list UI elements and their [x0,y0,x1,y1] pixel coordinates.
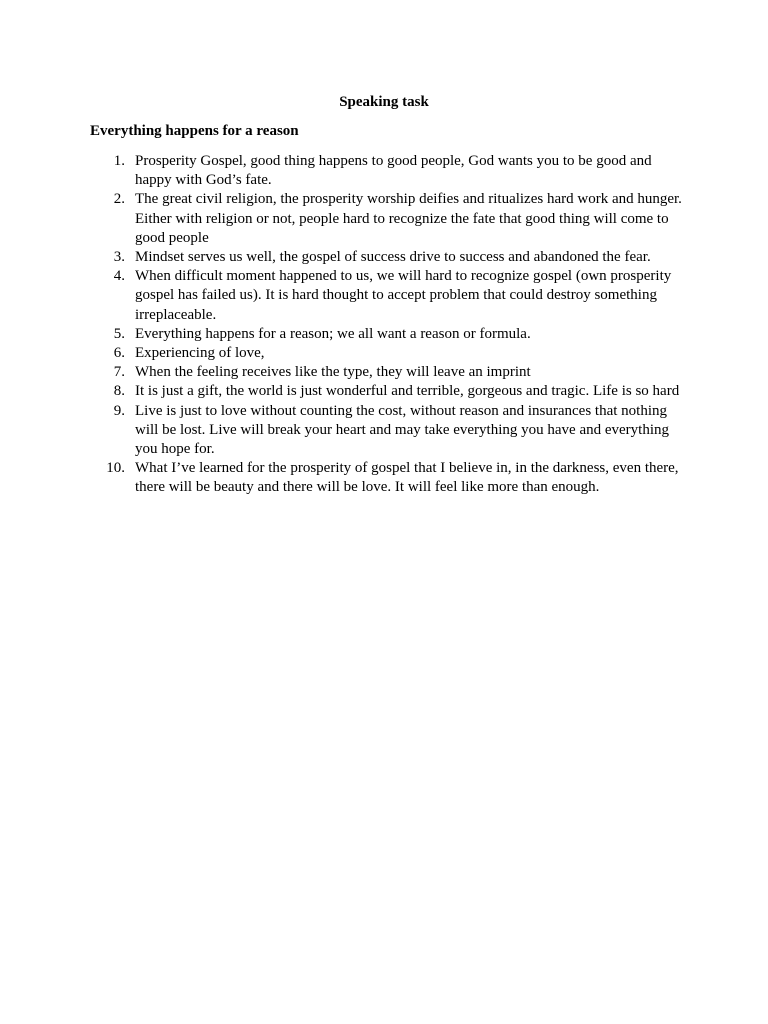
list-item-number: 8. [113,383,125,400]
list-item [90,344,690,363]
list-item-number: 4. [113,268,125,285]
list-item-text: Mindset serves us well, the gospel of success drive to success and abandoned the fear. [135,249,651,266]
list-item-text: The great civil religion, the prosperity worship deifies and ritualizes hard work and hunger. Either with religion or not, people hard to recognize the fate that good thing will come to good people [135,191,682,246]
list-item-text: Live is just to love without counting the cost, without reason and insurances that nothing will be lost. Live will break your heart and may take everything you have and everything you hope for. [135,402,670,458]
list-item-text: Everything happens for a reason; we all want a reason or formula. [135,325,531,342]
page-title: Speaking task [339,94,429,110]
list-item-text: Prosperity Gospel, good thing happens to good people, God wants you to be good and happy with God’s fate. [135,153,652,189]
list-item [90,267,690,325]
list-item-number: 1. [113,153,125,169]
list-item [90,190,690,248]
list-item [90,152,690,190]
list-item-text: Experiencing of love, [135,345,265,362]
list-item-text: What I’ve learned for the prosperity of gospel that I believe in, in the darkness, even there, there will be beauty and there will be love. It will feel like more than enough. [135,460,679,496]
list-item [90,363,690,382]
list-item-text: It is just a gift, the world is just wonderful and terrible, gorgeous and tragic. Life is so hard [135,383,680,400]
list-item-text: When difficult moment happened to us, we will hard to recognize gospel (own prosperity gospel has failed us). It is hard thought to accept problem that could destroy something irreplaceable. [135,268,672,323]
list-item [90,325,690,344]
list-item [90,382,690,401]
list-item-number: 9. [113,402,125,419]
list-item-number: 7. [113,364,125,381]
section-heading: Everything happens for a reason [90,123,299,139]
list-item-number: 10. [106,460,125,477]
list-item-number: 3. [113,249,125,266]
list-item [90,402,690,460]
list-item [90,459,690,497]
list-item-number: 6. [113,345,125,362]
list-item-number: 2. [113,191,125,208]
numbered-list [90,152,690,498]
list-item [90,248,690,267]
list-item-number: 5. [113,325,125,342]
list-item-text: When the feeling receives like the type, they will leave an imprint [135,364,531,381]
